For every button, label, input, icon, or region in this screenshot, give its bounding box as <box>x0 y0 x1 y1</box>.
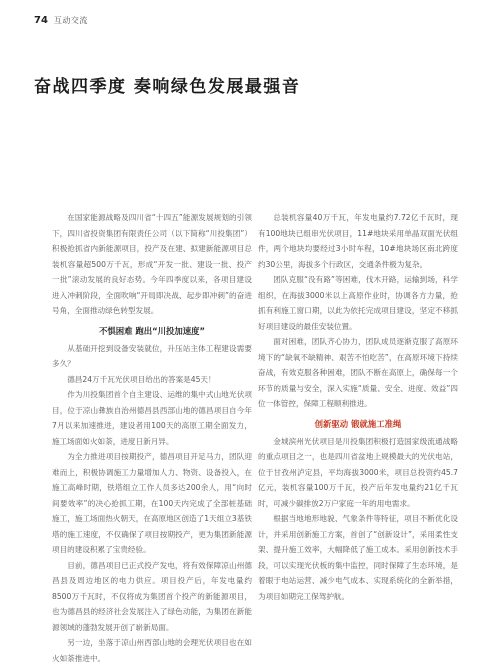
article-title: 奋战四季度 奏响绿色发展最强音 <box>34 77 301 97</box>
body-paragraph: 总装机容量40万千瓦，年发电量约7.72亿千瓦时，现有100地块已组串光伏项目，11#地块采用单晶双面光伏组件，两个地块均要经过3小时车程，10#地块场区南北跨度约30公里，海拔多个行政区，交通条件极为复杂。 <box>258 213 458 269</box>
page-number: 74 <box>34 14 48 26</box>
body-paragraph: 从基础开挖到设备安装就位，升压站主体工程建设需要多久？ <box>52 343 252 368</box>
body-paragraph: 团队克服“没有路”等困难，伐木开路，运输到场，科学组织，在海拔3000米以上高原作业时，协调各方力量，抢抓有利施工窗口期，以此为依托完成项目建设，坚定不移抓好项目建设的最佳安装位置。 <box>258 275 458 331</box>
left-column <box>52 210 252 666</box>
body-paragraph: 作为川投集团首个自主建设、运维的集中式山地光伏项目，位于凉山彝族自治州德昌县西部山地的德昌项目自今年7月以来加速推进，建设者用100天的高原工期全面发力，施工场面如火如荼，进度日新月异。 <box>52 390 252 446</box>
body-paragraph: 德昌24万千瓦光伏项目给出的答案是45天！ <box>67 374 216 384</box>
body-paragraph: 为全力推进项目按期投产，德昌项目开足马力，团队迎难而上，积极协调施工力量增加人力、物资、设备投入，在施工高峰时期，铁塔组立工作人员多达200余人，用“向时间要效率”的决心抢抓工期，在100天内完成了全部桩基础施工，施工场面热火朝天，在高原地区创造了1天组立3基铁塔的施工速度，不仅确保了项目按期投产，更为集团新能源项目的建设积累了宝贵经验。 <box>52 452 252 554</box>
intro-paragraph: 在国家能源战略及四川省“十四五”能源发展规划的引领下，四川省投资集团有限责任公司（以下简称“川投集团”）积极抢抓省内新能源项目，投产及在建、拟建新能源项目总装机容量超500万千瓦，形成“开发一批、建设一批、投产一批”滚动发展的良好态势。今年四季度以来，各项目建设进入冲刺阶段，全面吹响“开局即决战、起步即冲刺”的奋进号角，全面推动绿色转型发展。 <box>52 213 252 315</box>
section-name: 互动交流 <box>53 15 88 25</box>
body-paragraph: 金城滨州光伏项目是川投集团积极打造国家级流通战略的重点项目之一，也是四川省盆地上规模最大的光伏电站，位于甘孜州泸定县，平均海拔3000米，项目总投资约45.7亿元，装机容量100万千瓦，投产后年发电量约21亿千瓦时，可减少碳排放2万户家庭一年的用电需求。 <box>258 436 458 508</box>
page-header <box>34 13 88 27</box>
body-paragraph: 另一边，坐落于凉山州西部山地的会理光伏项目也在如火如荼推进中。 <box>52 638 252 663</box>
body-paragraph: 目前，德昌项目已正式投产发电，将有效保障凉山州德昌县及周边地区的电力供应。项目投产后，年发电量约8500万千瓦时，不仅将成为集团首个投产的新能源项目，也为德昌县的经济社会发展注入了绿色动能，为集团在新能源领域的蓬勃发展开创了崭新局面。 <box>52 560 252 632</box>
left-subheading: 不惧困难 跑出“川投加速度” <box>98 325 206 336</box>
body-paragraph: 根据当地地形地貌、气象条件等特征，项目不断优化设计，并采用创新施工方案，首创了“创新设计”，采用柔性支架、提升施工效率，大幅降低了施工成本。采用创新技术手段，可以实现光伏板的集中监控，同时保障了生态环境，是着眼于电站运营、减少电气成本、实现系统化的全新举措，为项目如期完工保驾护航。 <box>258 514 458 601</box>
right-column <box>258 210 458 604</box>
right-subheading: 创新驱动 锻就施工准绳 <box>314 418 402 429</box>
body-paragraph: 面对困难，团队齐心协力，团队成员逐渐克服了高原环境下的“缺氧不缺精神、艰苦不怕吃苦”，在高原环境下持续奋战，有效克服各种困难，团队不断在高原上，确保每一个环节的质量与安全，深入实施“质量、安全、进度、效益”四位一体管控，保障工程顺利推进。 <box>258 337 458 408</box>
